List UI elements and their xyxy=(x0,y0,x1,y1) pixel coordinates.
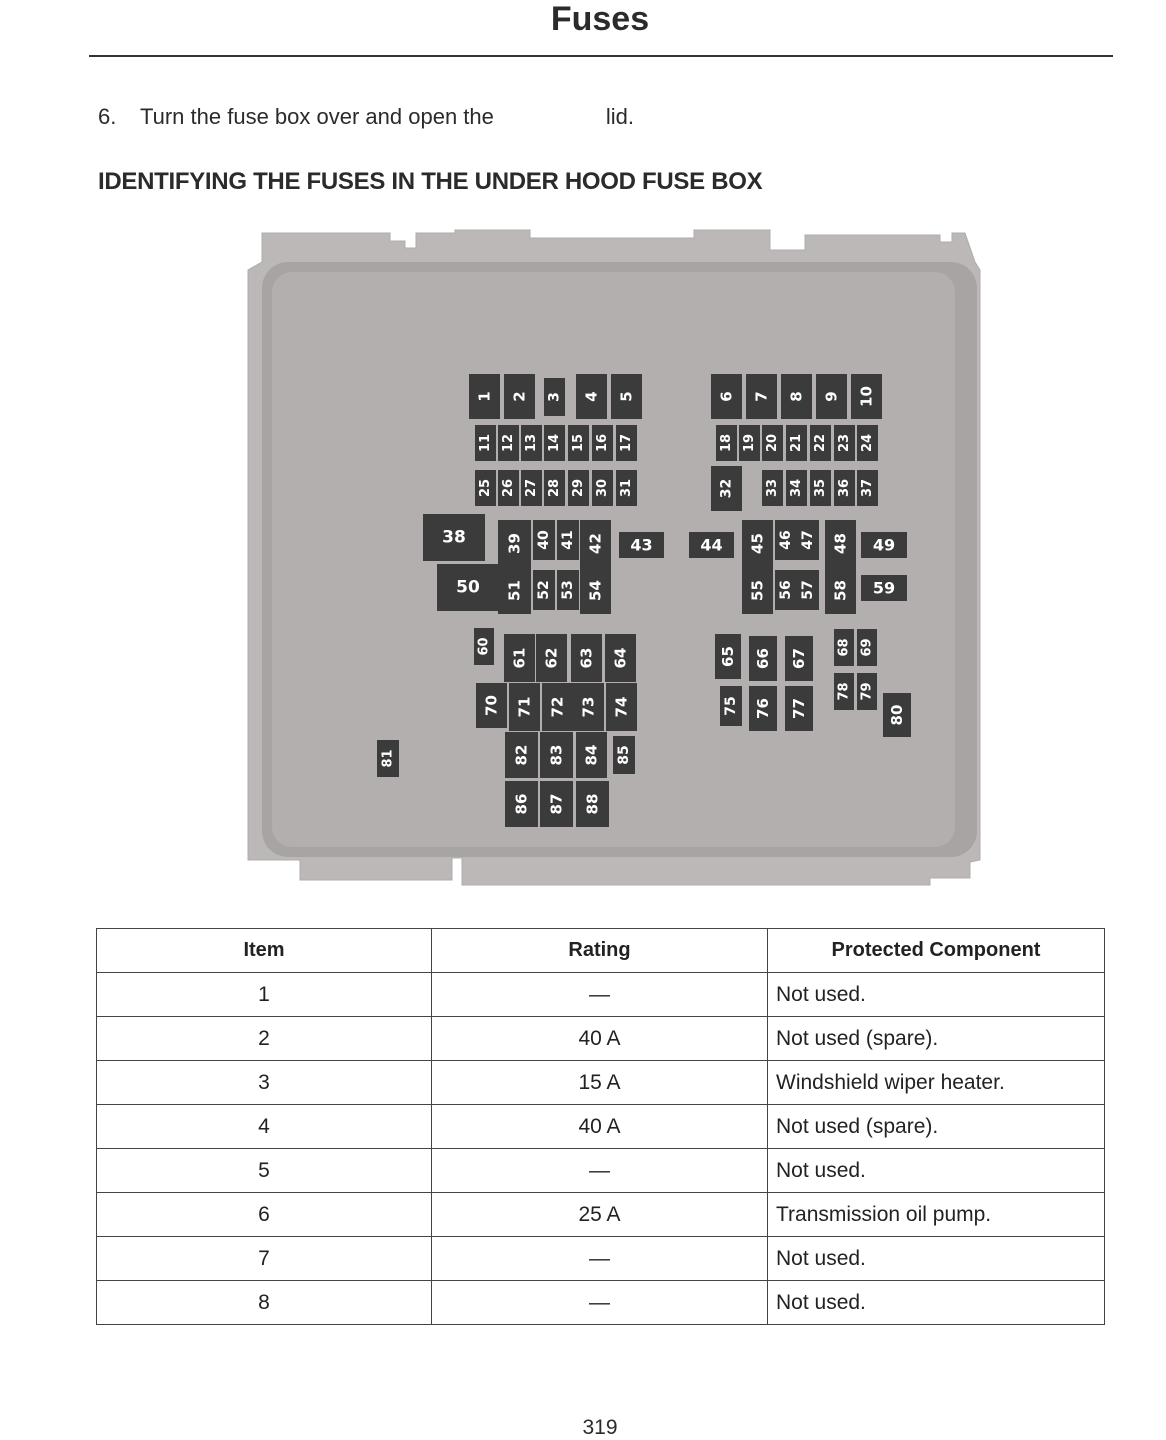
cell-component: Not used (spare). xyxy=(768,1105,1105,1149)
fuse-label: 16 xyxy=(595,433,610,453)
fuse-39 xyxy=(498,520,531,567)
fuse-32 xyxy=(711,466,742,511)
col-rating: Rating xyxy=(432,929,768,973)
fuse-40 xyxy=(533,520,555,560)
fuse-label: 88 xyxy=(583,793,602,815)
fuse-81 xyxy=(377,740,399,777)
fuse-label: 19 xyxy=(742,433,757,453)
fuse-label: 41 xyxy=(560,530,576,550)
table-row xyxy=(97,1061,1105,1105)
fuse-4 xyxy=(576,374,607,419)
fuse-1 xyxy=(469,374,500,419)
fuse-label: 26 xyxy=(501,478,516,498)
fuse-label: 21 xyxy=(789,433,804,453)
fuse-60 xyxy=(474,628,494,665)
fuse-label: 70 xyxy=(482,695,501,716)
fuse-label: 56 xyxy=(778,580,794,600)
fuse-label: 57 xyxy=(800,580,816,600)
fuse-7 xyxy=(746,374,777,419)
step-text-end: lid. xyxy=(605,104,634,129)
fuse-8 xyxy=(781,374,812,419)
col-item: Item xyxy=(97,929,432,973)
fuse-label: 28 xyxy=(547,478,562,498)
cell-component: Not used. xyxy=(768,973,1105,1017)
fuse-label: 64 xyxy=(611,647,630,669)
fuse-41 xyxy=(557,520,579,560)
fuse-88 xyxy=(576,781,609,827)
title-divider xyxy=(89,55,1113,57)
fuse-label: 34 xyxy=(789,478,804,498)
fuse-28 xyxy=(544,470,565,506)
cell-rating: 40 A xyxy=(432,1105,768,1149)
fuse-11 xyxy=(475,425,496,461)
fuse-78 xyxy=(834,673,854,710)
fuse-label: 23 xyxy=(837,433,852,453)
fuse-label: 62 xyxy=(542,647,561,669)
fuse-label: 24 xyxy=(860,433,875,453)
fuse-label: 35 xyxy=(813,478,828,498)
fuse-label: 52 xyxy=(536,580,552,600)
fuse-label: 53 xyxy=(560,580,576,600)
fuse-label: 42 xyxy=(586,533,605,554)
fuse-19 xyxy=(739,425,760,461)
fuse-24 xyxy=(857,425,878,461)
fuse-5 xyxy=(611,374,642,419)
cell-component: Not used. xyxy=(768,1237,1105,1281)
fuse-label: 78 xyxy=(836,682,852,701)
fuse-6 xyxy=(711,374,742,419)
cell-item: 4 xyxy=(97,1105,432,1149)
fuse-label: 54 xyxy=(586,580,605,601)
fuse-15 xyxy=(568,425,589,461)
fuse-label: 86 xyxy=(512,793,531,815)
fuse-50 xyxy=(437,564,499,611)
fuse-82 xyxy=(505,732,538,778)
fuse-label: 11 xyxy=(478,433,493,453)
fuse-label: 51 xyxy=(505,580,524,601)
fuse-box-diagram xyxy=(240,225,990,890)
fuse-label: 66 xyxy=(754,648,772,669)
fuse-label: 40 xyxy=(536,530,552,550)
fuse-47 xyxy=(797,520,819,560)
fuse-26 xyxy=(498,470,519,506)
fuse-61 xyxy=(504,634,535,682)
fuse-21 xyxy=(786,425,807,461)
fuse-25 xyxy=(475,470,496,506)
fuse-label: 10 xyxy=(857,386,876,407)
fuse-label: 36 xyxy=(837,478,852,498)
fuse-label: 74 xyxy=(612,696,631,718)
instruction-step xyxy=(98,104,634,130)
fuse-label: 6 xyxy=(717,391,736,402)
fuse-label: 37 xyxy=(860,478,875,498)
cell-component: Not used. xyxy=(768,1281,1105,1325)
fuse-17 xyxy=(616,425,637,461)
cell-item: 7 xyxy=(97,1237,432,1281)
fuse-14 xyxy=(544,425,565,461)
cell-rating: — xyxy=(432,973,768,1017)
fuse-label: 17 xyxy=(619,433,634,453)
fuse-label: 73 xyxy=(579,696,598,718)
fuse-label: 59 xyxy=(872,578,896,598)
fuse-87 xyxy=(540,781,573,827)
fuse-label: 15 xyxy=(571,433,586,453)
fuse-33 xyxy=(762,470,783,506)
cell-item: 3 xyxy=(97,1061,432,1105)
fuse-label: 25 xyxy=(478,478,493,498)
fuse-label: 50 xyxy=(456,577,480,598)
fuse-label: 47 xyxy=(800,530,816,550)
fuse-10 xyxy=(851,374,882,419)
table-row xyxy=(97,1281,1105,1325)
fuse-label: 20 xyxy=(765,433,780,453)
fuse-3 xyxy=(544,378,565,416)
fuse-label: 61 xyxy=(510,647,529,669)
fuse-label: 68 xyxy=(836,638,852,657)
fuse-label: 67 xyxy=(790,648,808,669)
fuse-label: 18 xyxy=(719,433,734,453)
cell-item: 2 xyxy=(97,1017,432,1061)
fuse-66 xyxy=(749,636,777,681)
fuse-22 xyxy=(810,425,831,461)
fuse-label: 2 xyxy=(510,391,529,402)
cell-item: 6 xyxy=(97,1193,432,1237)
fuse-label: 75 xyxy=(723,696,739,716)
fuse-label: 31 xyxy=(619,478,634,498)
table-row xyxy=(97,1017,1105,1061)
fuse-42 xyxy=(580,520,611,567)
fuse-75 xyxy=(720,686,742,726)
cell-component: Not used (spare). xyxy=(768,1017,1105,1061)
fuse-label: 65 xyxy=(719,646,737,667)
fuse-45 xyxy=(742,520,773,567)
fuse-label: 44 xyxy=(700,535,723,555)
fuse-86 xyxy=(505,781,538,827)
fuse-label: 85 xyxy=(616,745,632,765)
fuse-label: 4 xyxy=(582,391,601,402)
fuse-69 xyxy=(857,629,877,666)
fuse-label: 55 xyxy=(748,580,767,601)
fuse-77 xyxy=(785,686,813,731)
fuse-label: 82 xyxy=(512,744,531,766)
cell-component: Not used. xyxy=(768,1149,1105,1193)
fuse-43 xyxy=(619,532,664,558)
fuse-label: 30 xyxy=(595,478,610,498)
fuse-35 xyxy=(810,470,831,506)
fuse-label: 81 xyxy=(380,749,396,768)
fuse-label: 80 xyxy=(888,704,906,726)
fuse-63 xyxy=(571,634,602,682)
fuse-label: 77 xyxy=(790,698,808,719)
fuse-36 xyxy=(834,470,855,506)
fuse-27 xyxy=(521,470,542,506)
fuse-59 xyxy=(861,575,907,601)
fuse-38 xyxy=(423,514,485,561)
fuse-12 xyxy=(498,425,519,461)
cell-item: 1 xyxy=(97,973,432,1017)
fuse-56 xyxy=(775,570,797,610)
fuse-84 xyxy=(576,732,607,778)
fuse-label: 83 xyxy=(547,744,566,766)
fuse-9 xyxy=(816,374,847,419)
fuse-49 xyxy=(861,532,907,558)
cell-item: 5 xyxy=(97,1149,432,1193)
fuse-74 xyxy=(606,683,637,731)
fuse-71 xyxy=(509,683,540,731)
cell-component: Windshield wiper heater. xyxy=(768,1061,1105,1105)
fuse-label: 8 xyxy=(787,391,806,402)
fuse-label: 49 xyxy=(872,535,896,555)
cell-item: 8 xyxy=(97,1281,432,1325)
fuse-62 xyxy=(536,634,567,682)
table-header-row xyxy=(97,929,1105,973)
page-title: Fuses xyxy=(550,0,650,38)
cell-rating: 25 A xyxy=(432,1193,768,1237)
fuse-29 xyxy=(568,470,589,506)
cell-rating: — xyxy=(432,1237,768,1281)
fuse-label: 76 xyxy=(754,698,772,719)
fuse-label: 38 xyxy=(442,527,466,548)
fuse-52 xyxy=(533,570,555,610)
fuse-label: 79 xyxy=(859,682,875,701)
fuse-30 xyxy=(592,470,613,506)
fuse-label: 32 xyxy=(718,478,735,499)
fuse-label: 39 xyxy=(505,533,524,554)
table-row xyxy=(97,1237,1105,1281)
cell-rating: — xyxy=(432,1149,768,1193)
fuse-label: 3 xyxy=(546,392,563,402)
fuse-label: 60 xyxy=(476,637,492,656)
fuse-label: 1 xyxy=(475,391,494,402)
fuse-label: 72 xyxy=(548,696,567,718)
fuse-label: 14 xyxy=(547,433,562,453)
fuse-37 xyxy=(857,470,878,506)
step-text: Turn the fuse box over and open the xyxy=(140,104,494,129)
col-protected-component: Protected Component xyxy=(768,929,1105,973)
fuse-72 xyxy=(542,683,573,731)
fuse-53 xyxy=(557,570,579,610)
table-row xyxy=(97,1105,1105,1149)
fuse-label: 46 xyxy=(778,530,794,550)
table-row xyxy=(97,1193,1105,1237)
fuse-label: 27 xyxy=(524,478,539,498)
fuse-label: 63 xyxy=(577,647,596,669)
fuse-label: 5 xyxy=(617,391,636,402)
cell-rating: — xyxy=(432,1281,768,1325)
fuse-label: 84 xyxy=(582,744,601,766)
fuse-label: 9 xyxy=(822,391,841,402)
fuse-80 xyxy=(883,693,911,737)
fuse-20 xyxy=(762,425,783,461)
fuse-79 xyxy=(857,673,877,710)
fuse-16 xyxy=(592,425,613,461)
fuse-label: 43 xyxy=(630,535,653,555)
fuse-70 xyxy=(476,683,507,728)
page-number: 319 xyxy=(582,1416,618,1439)
fuse-23 xyxy=(834,425,855,461)
step-number: 6. xyxy=(98,104,117,129)
fuse-64 xyxy=(605,634,636,682)
fuse-label: 58 xyxy=(831,580,850,601)
cell-component: Transmission oil pump. xyxy=(768,1193,1105,1237)
fuse-label: 12 xyxy=(501,433,516,453)
fuse-label: 45 xyxy=(748,533,767,554)
table-row xyxy=(97,1149,1105,1193)
fuse-67 xyxy=(785,636,813,681)
fuse-label: 22 xyxy=(813,433,828,453)
fuse-label: 7 xyxy=(752,391,771,402)
cell-rating: 40 A xyxy=(432,1017,768,1061)
fuse-label: 71 xyxy=(515,696,534,718)
section-heading: IDENTIFYING THE FUSES IN THE UNDER HOOD FUSE BOX xyxy=(98,168,763,195)
fuse-31 xyxy=(616,470,637,506)
fuse-57 xyxy=(797,570,819,610)
fuse-68 xyxy=(834,629,854,666)
fuse-55 xyxy=(742,567,773,614)
fuse-34 xyxy=(786,470,807,506)
fuse-label: 69 xyxy=(859,638,875,657)
fuse-2 xyxy=(504,374,535,419)
fuse-18 xyxy=(716,425,737,461)
fuse-58 xyxy=(825,567,856,614)
fuse-label: 13 xyxy=(524,433,539,453)
fuse-label: 87 xyxy=(547,793,566,815)
fuse-48 xyxy=(825,520,856,567)
fuse-54 xyxy=(580,567,611,614)
fuse-76 xyxy=(749,686,777,731)
fuse-85 xyxy=(613,736,635,774)
fuse-73 xyxy=(573,683,604,731)
fuse-table xyxy=(96,928,1105,1325)
cell-rating: 15 A xyxy=(432,1061,768,1105)
fuse-51 xyxy=(498,567,531,614)
fuse-label: 48 xyxy=(831,533,850,554)
fuse-label: 29 xyxy=(571,478,586,498)
fuse-46 xyxy=(775,520,797,560)
table-row xyxy=(97,973,1105,1017)
fuse-44 xyxy=(689,532,734,558)
fuse-65 xyxy=(715,634,741,679)
fuse-label: 33 xyxy=(765,478,780,498)
fuse-13 xyxy=(521,425,542,461)
fuse-83 xyxy=(540,732,573,778)
